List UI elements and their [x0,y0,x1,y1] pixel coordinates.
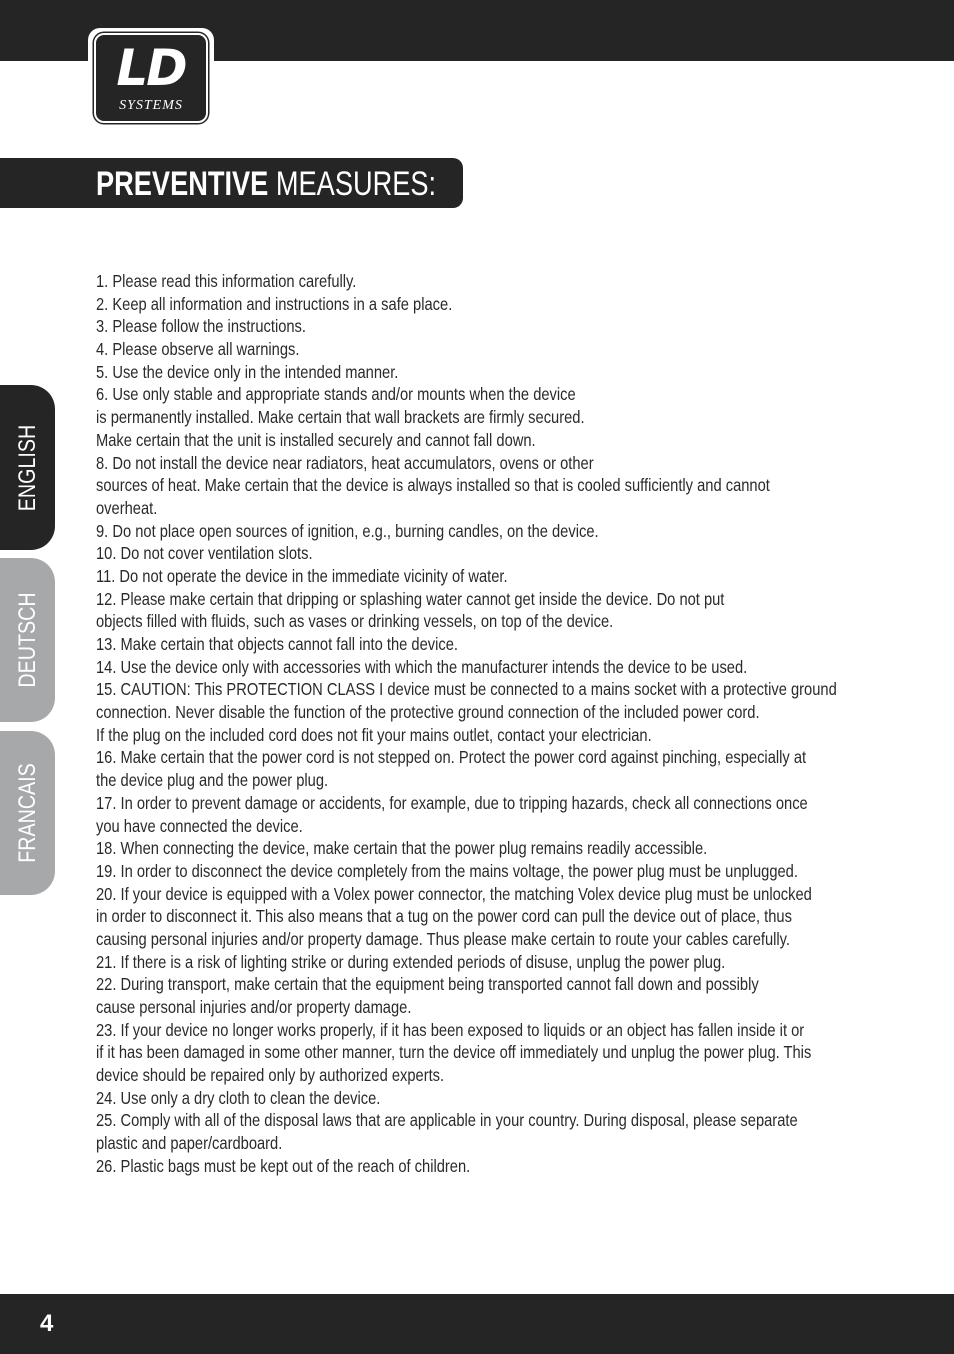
list-line: 4. Please observe all warnings. [96,339,300,360]
section-title [96,164,436,204]
list-line: 5. Use the device only in the intended manner. [96,361,399,382]
list-line: 12. Please make certain that dripping or splashing water cannot get inside the device. Do not put [96,588,725,609]
list-line: 25. Comply with all of the disposal laws that are applicable in your country. During disposal, please separate [96,1110,798,1131]
bottom-bar [0,1294,954,1354]
list-line: objects filled with fluids, such as vases or drinking vessels, on top of the device. [96,611,614,632]
tab-deutsch[interactable] [0,558,55,722]
list-line: device should be repaired only by authorized experts. [96,1065,445,1086]
list-line: 1. Please read this information carefully. [96,271,357,291]
list-line: in order to disconnect it. This also means that a tug on the power cord can pull the device out of place, thus [96,906,792,927]
logo-tab [88,28,214,127]
page-number: 4 [40,1310,54,1337]
list-line: If the plug on the included cord does not fit your mains outlet, contact your electrician. [96,724,652,745]
list-line: 11. Do not operate the device in the immediate vicinity of water. [96,565,508,586]
list-line: 16. Make certain that the power cord is not stepped on. Protect the power cord against pinching, especially at [96,747,807,768]
title-bold: PREVENTIVE [96,165,269,203]
title-regular: MEASURES: [275,165,437,203]
list-line: 18. When connecting the device, make certain that the power plug remains readily accessible. [96,838,708,859]
list-line: 10. Do not cover ventilation slots. [96,543,313,564]
list-line: connection. Never disable the function of the protective ground connection of the included power cord. [96,702,760,723]
list-line: 19. In order to disconnect the device completely from the mains voltage, the power plug must be unplugged. [96,860,798,881]
list-line: 6. Use only stable and appropriate stands and/or mounts when the device [96,384,576,405]
logo-sub-text: SYSTEMS [119,98,183,113]
ld-systems-logo [94,33,208,123]
tab-english[interactable] [0,385,55,550]
list-line: 2. Keep all information and instructions in a safe place. [96,293,453,314]
list-line: 17. In order to prevent damage or accidents, for example, due to tripping hazards, check all connections once [96,792,808,813]
list-line: sources of heat. Make certain that the device is always installed so that is cooled sufficiently and cannot [96,475,770,496]
list-line: 26. Plastic bags must be kept out of the reach of children. [96,1155,471,1176]
list-line: 22. During transport, make certain that the equipment being transported cannot fall down and possibly [96,974,759,995]
list-line: Make certain that the unit is installed securely and cannot fall down. [96,429,536,450]
list-line: 23. If your device no longer works properly, if it has been exposed to liquids or an object has fallen inside it or [96,1019,805,1040]
list-line: 21. If there is a risk of lighting strike or during extended periods of disuse, unplug the power plug. [96,951,726,972]
tab-english-label: ENGLISH [13,424,41,511]
list-line: 14. Use the device only with accessories with which the manufacturer intends the device to be used. [96,656,748,677]
preventive-measures-list [96,270,954,1178]
tab-francais-label: FRANCAIS [13,763,41,863]
logo-main-text: LD [116,39,186,97]
tab-francais[interactable] [0,731,55,895]
list-line: the device plug and the power plug. [96,770,329,791]
list-line: is permanently installed. Make certain that wall brackets are firmly secured. [96,407,585,428]
list-line: 20. If your device is equipped with a Volex power connector, the matching Volex device plug must be unlocked [96,883,812,904]
list-line: 3. Please follow the instructions. [96,316,306,337]
list-line: plastic and paper/cardboard. [96,1133,283,1154]
list-line: causing personal injuries and/or property damage. Thus please make certain to route your cables carefully. [96,928,791,949]
list-line: 15. CAUTION: This PROTECTION CLASS I device must be connected to a mains socket with a protective ground [96,679,837,700]
list-line: 8. Do not install the device near radiators, heat accumulators, ovens or other [96,452,594,473]
list-line: cause personal injuries and/or property damage. [96,997,412,1017]
list-line: 13. Make certain that objects cannot fall into the device. [96,634,459,654]
tab-deutsch-label: DEUTSCH [13,592,41,688]
list-line: 24. Use only a dry cloth to clean the device. [96,1087,381,1108]
list-line: you have connected the device. [96,815,303,836]
list-line: 9. Do not place open sources of ignition, e.g., burning candles, on the device. [96,520,599,541]
list-line: if it has been damaged in some other manner, turn the device off immediately und unplug the power plug. This [96,1042,812,1063]
list-line: overheat. [96,497,158,518]
section-title-bar [0,158,463,208]
